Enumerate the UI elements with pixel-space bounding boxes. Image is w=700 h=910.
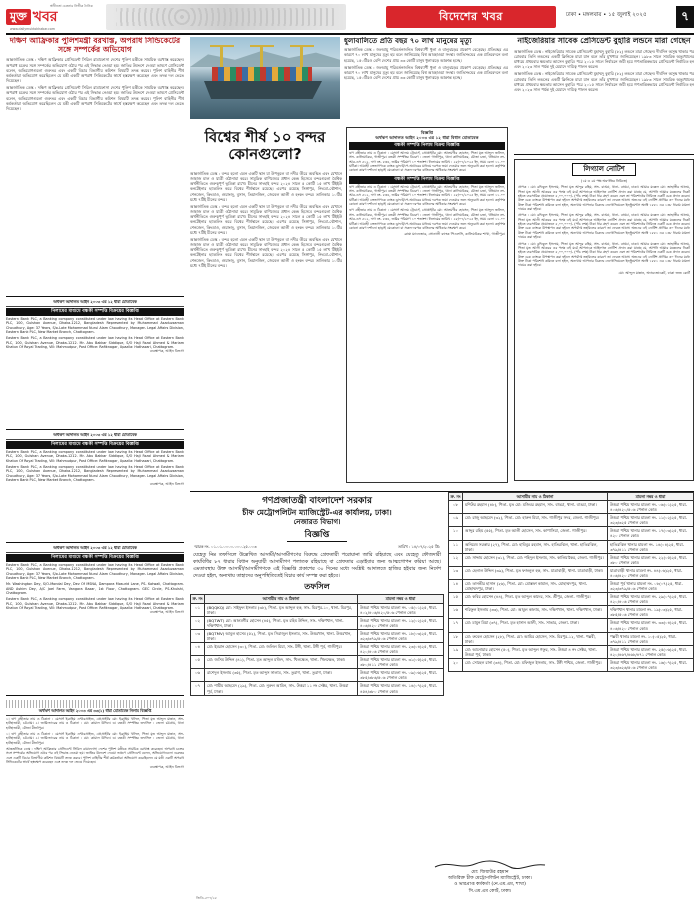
ad-label: অর্থঋণ আদালত আইন ২০০৩ এর ৩৩(১) ধারা মোতাবেক নিলাম বিজ্ঞপ্তি xyxy=(6,709,184,716)
accused-cell: মো: ইমরান হোসেন (৩০), পিতা- মো: জলিল মিয়া, সাং- টঙ্গী, থানা- টঙ্গী পূর্ব, গাজীপুর। xyxy=(205,642,358,655)
table-row xyxy=(449,566,694,579)
case-detail-cell: উত্তরা পশ্চিম থানার মামলা নং- ২২(০৫)২৫, ধারা- ৩৮০ পেনাল কোড xyxy=(608,553,694,566)
notice-body-extra: Eastern Bank PLC, a Banking company constituted under law having its Head Office at Eastern Bank PLC, 100, Gulshan Avenue, Dhaka-1212, Bangladesh Represented by Muhammad Asaduzzaman Choudhury, Age: 37 Years, S/o-Late Mohammad Nurul Alam Choudhury, Manager- Legal Affairs Division, Eastern Bank PLC, New Market Branch, Chattogram. xyxy=(6,464,184,483)
case-number-cell: ০৬ xyxy=(191,669,205,682)
site-url[interactable]: www.dailymuktokhabar.com xyxy=(10,27,55,31)
case-number-cell: ২০ xyxy=(449,658,463,671)
container-stack xyxy=(212,67,312,81)
case-detail-cell: উত্তরা পশ্চিম থানার মামলা নং- ১৮(০৩)২৫, ধারা- ৩২৩/৩৭৯/৫০৬ পেনাল কোড xyxy=(358,629,444,642)
legal-body-3: প্রাপক : মো: রফিকুল ইসলাম, পিতা মৃত আব্দুর রহিম, সাং- বাড্ডা, থানা- বাড্ডা, ঢাকা। আমার মক্কেল মো: জাহাঙ্গীর আলম, পিতা মৃত আলী আকবর এর পক্ষে এই মর্মে আপনাকে আইনগত নোটিশ প্রদান করা যাচ্ছে যে, আপনি আমার মক্কেলের নিকট হইতে ব্যবসায়িক প্রয়োজনে ৫,০০,০০০/- (পাঁচ লক্ষ) টাকা ধার গ্রহণ করেন এবং তা পরিশোধের নিমিত্তে একটি চেক প্রদান করেন। উক্ত চেক ব্যাংকে উপস্থাপন করা হইলে অপর্যাপ্ত তহবিলের কারণে তা ফেরত আসে। অতএব এই নোটিশ প্রাপ্তির ৩০ দিনের মধ্যে উক্ত টাকা পরিশোধ করিতে বলা হইল, অন্যথায় আপনার বিরুদ্ধে নেগোসিয়েবল ইনস্ট্রুমেন্টস অ্যাক্ট ১৮৮১ এর ১৩৮ ধারায় মামলা দায়ের করা হইবে। xyxy=(518,241,690,268)
col-no-header: ক্র. নং xyxy=(450,494,461,499)
accused-cell: মশিউর রহমান (৪৮), পিতা- মৃত মো: মজিবর রহমান, সাং- বাড্ডা, থানা- বাড্ডা, ঢাকা। xyxy=(463,501,608,514)
table-row xyxy=(449,593,694,606)
case-detail-cell: উত্তরা পশ্চিম থানার মামলা নং- ১২(০২)২৫, ধারা- ৪০৬/৪২০ পেনাল কোড xyxy=(358,616,444,629)
notice-body: Eastern Bank PLC, a Banking company constituted under law having its Head Office at Eastern Bank PLC, 100, Gulshan Avenue, Dhaka-1212, Bangladesh Represented by Muhammad Asaduzzaman Choudhury, Age: 37 Years, S/o-Late Mohammad Nurul Alam Choudhury, Manager- Legal Affairs Division, Eastern Bank PLC, New Market Branch, Chattogram. xyxy=(6,562,184,580)
case-detail-cell: উত্তরা পশ্চিম থানার মামলা নং- ২৩(০৪)২৫, ধারা- ৪২০/৪০৬ পেনাল কোড xyxy=(358,642,444,655)
court-reference xyxy=(194,545,440,550)
table-row xyxy=(191,603,444,616)
case-detail-cell: উত্তরা পশ্চিম থানার মামলা নং- ০৫(০১)২৫, ধারা- ৪০২/৪০৬/৪২০/৫০৬ পেনাল কোড xyxy=(358,603,444,616)
notice-body: Eastern Bank PLC, a Banking company constituted under law having its Head Office at Eastern Bank PLC, 100, Gulshan Avenue, Dhaka-1212. Mr. Abu Bakkar Siddique, S/O Haji Fazal Ahmed & Mariam Khatun Of Royal Trading, Vill: Mahmudpur, Post Office: Rafiknagar, Upazila: Hathazari, Chattogram. xyxy=(6,449,184,463)
table-row xyxy=(449,632,694,645)
notice-signature: ব্যবস্থাপক, আইন বিভাগ xyxy=(149,349,184,354)
buhari-body-continued: আন্তর্জাতিক ডেস্ক : নাইজেরিয়ার সাবেক প্রেসিডেন্ট মুহাম্মদু বুহারি (৮২) লন্ডনে মারা গেছেন। দীর্ঘদিন অসুস্থ থাকার পর রোববার তিনি লন্ডনের একটি ক্লিনিকে মারা যান বলে তাঁর মুখপাত্র জানিয়েছেন। ১৯৮৩ সালে সামরিক অভ্যুত্থানের মাধ্যমে প্রথমবার ক্ষমতায় আসেন বুহারি। পরে ২০১৫ সালে নির্বাচনে জয়ী হয়ে গণতান্ত্রিকভাবে প্রেসিডেন্ট নির্বাচিত হন এবং ২০২৩ সাল পর্যন্ত দুই মেয়াদে দায়িত্ব পালন করেন। xyxy=(514,71,694,92)
lead-story xyxy=(6,37,184,297)
logo-mark: মুক্ত xyxy=(6,9,31,25)
table-row xyxy=(449,658,694,671)
accused-cell: মো: তানভীর হাসান (২৬), পিতা- মো: মোস্তফা কামাল, সাং- মোহাম্মদপুর, থানা- মোহাম্মদপুর, ঢাকা। xyxy=(463,580,608,593)
court-notice-continued xyxy=(448,492,694,906)
case-detail-cell: উত্তরা পূর্ব থানার মামলা নং- ০৮(০৭)২৫, ধারা- ৩২৩/৩৭৯/৫০৬ পেনাল কোড xyxy=(608,580,694,593)
memo-number: স্মারক নং- ০১.০১.০০০০.০০০.২৫.০০৩ xyxy=(194,543,257,549)
court-dept-title: নেজারত বিভাগ। xyxy=(293,517,341,526)
left-column xyxy=(6,37,184,905)
col-case-header: মামলা নম্বর ও ধারা xyxy=(608,493,694,501)
accused-cell: (BQQKQ) মো: সাইফুল ইসলাম (৩৮), পিতা- মৃত আব্দুল হক, সাং- মিরপুর-১০, থানা- মিরপুর, ঢাকা। xyxy=(205,603,358,616)
legal-signature: মো: আব্দুল মান্নান, অ্যাডভোকেট, ঢাকা জজ কোর্ট xyxy=(618,270,690,275)
court-notice xyxy=(190,491,694,905)
accused-cell: মো: মামুন মিয়া (৩৭), পিতা- মৃত হাসান আলী, সাং- সাভার, জেলা- ঢাকা। xyxy=(463,619,608,632)
notice-heading: নিলামের মাধ্যমে বন্ধকী সম্পত্তি বিক্রয়ের বিজ্ঞপ্তি xyxy=(6,441,184,449)
case-detail-cell: উত্তরা পশ্চিম থানার মামলা নং- ২৯(০৭)২৫, ধারা- ৪২০/৪০৬ পেনাল কোড xyxy=(608,593,694,606)
auction-notice-3 xyxy=(6,546,184,696)
port-photo xyxy=(190,37,340,119)
header-rule xyxy=(6,33,694,35)
col-no-header: ক্র. নং xyxy=(192,596,203,602)
case-detail-cell: উত্তরা পশ্চিম থানার মামলা নং- ৩৩(০৪)২৫, ধারা- ৪০৬/৪২০ পেনাল কোড xyxy=(608,619,694,632)
col-case-header: মামলা নম্বর ও ধারা xyxy=(358,595,444,603)
ad-label: অর্থঋণ আদালত আইন ২০০৩ এর ১২ ধারা মোতাবেক xyxy=(6,546,184,553)
col-name-header: আসামীর নাম ও ঠিকানা xyxy=(205,595,358,603)
logo-word: খবর xyxy=(32,8,58,25)
accused-cell: মো: রাজু আহমেদ (৩২), পিতা- মো: হারুন মিয়া, সাং- গাজীপুর সদর, জেলা- গাজীপুর। xyxy=(463,514,608,527)
court-office-title: চীফ মেট্রোপলিটন ম্যাজিস্ট্রেট-এর কার্যালয়, ঢাকা। xyxy=(242,507,392,517)
tofsil-heading: তফসিল xyxy=(304,582,330,592)
auction-tender-notice xyxy=(346,127,508,483)
case-number-cell: ০৫ xyxy=(191,656,205,669)
tender-subhead: বন্ধকী সম্পত্তি নিলাম বিক্রয় বিজ্ঞপ্তি xyxy=(349,142,505,150)
accused-cell: আব্দুর রহিম (৫৫), পিতা- মৃত আলী হোসেন, সাং- কাপাসিয়া, জেলা- গাজীপুর। xyxy=(463,527,608,540)
case-detail-cell: দক্ষিণখান থানার মামলা নং- ১৯(০৩)২৫, ধারা- ৩৮৫/৫০৬ পেনাল কোড xyxy=(608,606,694,619)
court-paragraph: যেহেতু নিম্ন তফসিলে উল্লেখিত আসামী/আসামীগণের বিরুদ্ধে গ্রেফতারী পরোয়ানা জারি রহিয়াছে এবং যেহেতু ফৌজদারী কার্যবিধির ৮৭ ধারার বিধান অনুযায়ী আসামীগণ পলাতক রহিয়াছে বা গ্রেফতার এড়াইবার জন্য আত্মগোপন করিয়া আছে। এমতাবস্থায় উক্ত আসামী/আসামীগণকে এই বিজ্ঞপ্তি প্রকাশের ৩০ দিনের মধ্যে সংশ্লিষ্ট আদালতে হাজির হইবার জন্য নির্দেশ দেওয়া হইল, অন্যথায় তাহাদের অনুপস্থিতিতেই বিচার কার্য সম্পন্ন করা হইবে। xyxy=(193,551,441,579)
notice-heading: নিলামের মাধ্যমে বন্ধকী সম্পত্তি বিক্রয়ের বিজ্ঞপ্তি xyxy=(6,308,184,316)
section-title: বিদেশের খবর xyxy=(439,9,503,23)
notice-body-extra-2: আন্তর্জাতিক ডেস্ক : দক্ষিণ আফ্রিকার প্রেসিডেন্ট সিরিল রামাফোসা দেশের পুলিশ মন্ত্রীকে সাময়িক বরখাস্ত করেছেন। অপরাধ চক্রের সঙ্গে সম্পর্কের অভিযোগ ওঠার পর এই সিদ্ধান্ত নেওয়া হয়। জাতির উদ্দেশে দেওয়া ভাষণে প্রেসিডেন্ট বলেন, অভিযোগগুলো গুরুতর এবং একটি বিচার বিভাগীয় কমিশন বিষয়টি তদন্ত করবে। পুলিশ বাহিনীর শীর্ষ কর্মকর্তারা অভিযোগ করেছিলেন যে মন্ত্রী একটি অপরাধ সিন্ডিকেটের স্বার্থে হস্তক্ষেপ করেছেন এবং তদন্ত দল ভেঙে দিয়েছেন। xyxy=(6,747,184,765)
case-detail-cell: উত্তরা পশ্চিম থানার মামলা নং- ২৫(০৬)২৫, ধারা- ৪২০/৪৬৭/৪৬৮/৪৭১ পেনাল কোড xyxy=(608,645,694,658)
signatory-extra: ও ভারপ্রাপ্ত কর্মকর্তা (নে.এম.এম, শাখা) xyxy=(454,882,526,888)
right-column xyxy=(514,37,694,485)
notice-signature: ব্যবস্থাপক, আইন বিভাগ xyxy=(149,764,184,769)
lead-body: আন্তর্জাতিক ডেস্ক : দক্ষিণ আফ্রিকার প্রেসিডেন্ট সিরিল রামাফোসা দেশের পুলিশ মন্ত্রীকে সাময়িক বরখাস্ত করেছেন। অপরাধ চক্রের সঙ্গে সম্পর্কের অভিযোগ ওঠার পর এই সিদ্ধান্ত নেওয়া হয়। জাতির উদ্দেশে দেওয়া ভাষণে প্রেসিডেন্ট বলেন, অভিযোগগুলো গুরুতর এবং একটি বিচার বিভাগীয় কমিশন বিষয়টি তদন্ত করবে। পুলিশ বাহিনীর শীর্ষ কর্মকর্তারা অভিযোগ করেছিলেন যে মন্ত্রী একটি অপরাধ সিন্ডিকেটের স্বার্থে হস্তক্ষেপ করেছেন এবং তদন্ত দল ভেঙে দিয়েছেন। xyxy=(6,57,184,84)
case-detail-cell: উত্তরা পশ্চিম থানার মামলা নং- ১৪(০৭)২৫, ধারা- ৪৫৪/৩৮০ পেনাল কোড xyxy=(358,682,444,695)
table-row xyxy=(449,619,694,632)
ad-label: অর্থঋণ আদালত আইন ২০০৩ এর ১২ ধারা মোতাবেক xyxy=(6,300,184,307)
dateline: ঢাকা • মঙ্গলবার • ১৫ জুলাই ২০২৫ xyxy=(566,12,647,18)
case-detail-cell: উত্তরা পশ্চিম থানার মামলা নং- ১৭(০৩)২৫, ধারা- ৪২০ পেনাল কোড xyxy=(608,527,694,540)
legal-notice xyxy=(514,159,694,481)
table-row xyxy=(449,514,694,527)
middle-column xyxy=(190,37,508,485)
dust-body-continued: আন্তর্জাতিক ডেস্ক : জলবায়ু পরিবর্তনজনিত বিশ্বব্যাপী ধুলা ও বালুঝড়ের প্রকোপ বেড়েছে। প্রতিবছর এর কারণে ৭০ লাখ মানুষের মৃত্যু হয় বলে জানিয়েছে বিশ্ব আবহাওয়া সংস্থা। জাতিসংঘের এক প্রতিবেদনে বলা হয়েছে, ১৫০টিরও বেশি দেশের প্রায় ৩৩ কোটি মানুষ ধুলাঝড়ে আক্রান্ত হচ্ছে। xyxy=(344,64,508,81)
accused-cell: মো: শামীম আহমেদ (২৯), পিতা- মো: নুরুল আমিন, সাং- উত্তরা ১১ নং সেক্টর, থানা- উত্তরা পূর্ব, ঢাকা। xyxy=(205,682,358,695)
case-number-cell: ১৯ xyxy=(449,645,463,658)
case-table-right xyxy=(448,492,694,672)
ports-paragraph: আন্তর্জাতিক ডেস্ক : বন্দর হলো এমন একটি স্থান যা উপকূলে বা নদীর তীরে অবস্থিত এবং যেখানে জাহাজ মাল ও যাত্রী ওঠানামা করে। সামুদ্রিক বাণিজ্যের প্রধান কেন্দ্র হিসেবে বন্দরগুলো বৈশ্বিক অর্থনীতিতে গুরুত্বপূর্ণ ভূমিকা রাখে। চীনের সাংহাই বন্দর ২০২৪ সালে ৫ কোটি ১৫ লাখ টিইইউ কনটেইনার হ্যান্ডলিং করে বিশ্বের শীর্ষস্থানে রয়েছে। এরপর রয়েছে সিঙ্গাপুর, নিংবো-ঝৌশান, শেনজেন, কিংডাও, গুয়াংজু, বুসান, তিয়ানজিন, জেবেল আলী ও হংকং বন্দর। তালিকার ১০টির মধ্যে ৭টিই চীনের বন্দর। xyxy=(190,171,342,202)
case-number-cell: ০৩ xyxy=(191,629,205,642)
left-classifieds xyxy=(6,300,184,849)
notice-body-extra: Eastern Bank PLC, a Banking company constituted under law having its Head Office at Eastern Bank PLC, 100, Gulshan Avenue, Dhaka-1212. Mr. Abu Bakkar Siddique, S/O Haji Fazal Ahmed & Mariam Khatun Of Royal Trading, Vill: Mahmudpur, Post Office: Rafiknagar, Upazila: Hathazari, Chattogram. xyxy=(6,336,184,350)
notice-signature: ব্যবস্থাপক, আইন বিভাগ xyxy=(149,610,184,615)
ports-paragraph-3: আন্তর্জাতিক ডেস্ক : বন্দর হলো এমন একটি স্থান যা উপকূলে বা নদীর তীরে অবস্থিত এবং যেখানে জাহাজ মাল ও যাত্রী ওঠানামা করে। সামুদ্রিক বাণিজ্যের প্রধান কেন্দ্র হিসেবে বন্দরগুলো বৈশ্বিক অর্থনীতিতে গুরুত্বপূর্ণ ভূমিকা রাখে। চীনের সাংহাই বন্দর ২০২৪ সালে ৫ কোটি ১৫ লাখ টিইইউ কনটেইনার হ্যান্ডলিং করে বিশ্বের শীর্ষস্থানে রয়েছে। এরপর রয়েছে সিঙ্গাপুর, নিংবো-ঝৌশান, শেনজেন, কিংডাও, গুয়াংজু, বুসান, তিয়ানজিন, জেবেল আলী ও হংকং বন্দর। তালিকার ১০টির মধ্যে ৭টিই চীনের বন্দর। xyxy=(190,236,342,268)
legal-body-2: প্রাপক : মো: রফিকুল ইসলাম, পিতা মৃত আব্দুর রহিম, সাং- বাড্ডা, থানা- বাড্ডা, ঢাকা। আমার মক্কেল মো: জাহাঙ্গীর আলম, পিতা মৃত আলী আকবর এর পক্ষে এই মর্মে আপনাকে আইনগত নোটিশ প্রদান করা যাচ্ছে যে, আপনি আমার মক্কেলের নিকট হইতে ব্যবসায়িক প্রয়োজনে ৫,০০,০০০/- (পাঁচ লক্ষ) টাকা ধার গ্রহণ করেন এবং তা পরিশোধের নিমিত্তে একটি চেক প্রদান করেন। উক্ত চেক ব্যাংকে উপস্থাপন করা হইলে অপর্যাপ্ত তহবিলের কারণে তা ফেরত আসে। অতএব এই নোটিশ প্রাপ্তির ৩০ দিনের মধ্যে উক্ত টাকা পরিশোধ করিতে বলা হইল, অন্যথায় আপনার বিরুদ্ধে নেগোসিয়েবল ইনস্ট্রুমেন্টস অ্যাক্ট ১৮৮১ এর ১৩৮ ধারায় মামলা দায়ের করা হইবে। xyxy=(518,213,690,240)
tender-signature: ব্রাঞ্চ ম্যানেজার, সোনালী ব্যাংক পিএলসি, কালিয়াকৈর শাখা, গাজীপুর। xyxy=(404,232,505,237)
legal-title: লিগ্যাল নোটিশ xyxy=(572,163,635,176)
notice-body-extra: Mr. Washington Dey, S/O-Mondal Dey, Dev Of MSNA, Dampara Mosurid Lane, PS- Kotwali, Chattogram. AND Ashim Dey, A/C Joel Farm, Vangara Bazar, 1st Floor, Chattogram. GEC Circle, PS-Khulshi, Chattogram. xyxy=(6,582,184,596)
buhari-story xyxy=(514,37,694,155)
table-row xyxy=(449,501,694,514)
table-row xyxy=(191,629,444,642)
ports-headline[interactable]: বিশ্বের শীর্ষ ১০ বন্দর কোনগুলো? xyxy=(204,127,326,163)
accused-cell: মো: হেলাল উদ্দিন (৩৯), পিতা- মৃত ফজলুল হক, সাং- যাত্রাবাড়ী, থানা- যাত্রাবাড়ী, ঢাকা। xyxy=(463,566,608,579)
case-number-cell: ০২ xyxy=(191,616,205,629)
case-number-cell: ১৬ xyxy=(449,606,463,619)
cargo-ship xyxy=(204,81,322,99)
buhari-headline[interactable]: নাইজেরিয়ার সাবেক প্রেসিডেন্ট বুহারি লন্ডনে মারা গেছেন xyxy=(517,37,691,45)
tender-body: ঋণ গ্রহীতার নাম ও ঠিকানা : মেসার্স আলম ট্রেডার্স, প্রোপ্রাইটর মো: আলমগীর হোসেন, পিতা মৃত আব্দুল জলিল, সাং- কালিয়াকৈর, গাজীপুর। বন্ধকী সম্পত্তির বিবরণ : জেলা গাজীপুর, থানা কালিয়াকৈর, মৌজা চন্দ্রা, খতিয়ান নং- আর.এস ৫১২, দাগ নং- ৮৩৪, জমির পরিমাণ ১০ শতাংশ। নিলামের তারিখ : ২৮/০৭/২০২৫ ইং, সময় বেলা ১১.০০ ঘটিকা। আগ্রহী ক্রেতাগণকে ব্যাংক ড্রাফট/পে-অর্ডারের মাধ্যমে দরপত্র জমা দেওয়ার জন্য অনুরোধ করা হলো। কর্তৃপক্ষ কোনো কারণ দর্শানো ছাড়াই যেকোনো বা সকল দরপত্র বাতিলের অধিকার সংরক্ষণ করে। xyxy=(349,150,505,173)
gd-code: জিডি-৫০৭/২৫ xyxy=(196,896,217,900)
ports-headline-box xyxy=(190,125,340,167)
case-number-cell: ০৯ xyxy=(449,514,463,527)
page-number: ৭ xyxy=(676,6,694,28)
accused-cell: মো: সাদ্দাম হোসেন (৩১), পিতা- মো: শহিদুল ইসলাম, সাং- কালিয়াকৈর, জেলা- গাজীপুর। xyxy=(463,553,608,566)
ports-body xyxy=(190,171,342,483)
table-row xyxy=(449,645,694,658)
notice-body: ১। ঋণ গ্রহীতার নাম ও ঠিকানা : মেসার্স ইব্রাহিম এন্টারপ্রাইজ, প্রোপ্রাইটর মো: ইব্রাহিম খলিল, পিতা মৃত আব্দুল মান্নান, সাং- হাটহাজারী, চট্টগ্রাম। ২। জামিনদারের নাম ও ঠিকানা : মো: কামাল উদ্দিন। ৩। বন্ধকী সম্পত্তির তফসিল : জেলা চট্টগ্রাম, থানা হাটহাজারী, মৌজা মীর্জাপুর। xyxy=(6,716,184,730)
case-number-cell: ১৩ xyxy=(449,566,463,579)
col-name-header: আসামীর নাম ও ঠিকানা xyxy=(463,493,608,501)
newspaper-logo[interactable] xyxy=(6,6,98,28)
case-number-cell: ১৮ xyxy=(449,632,463,645)
notice-body: Eastern Bank PLC, a Banking company constituted under law having its Head Office at Eastern Bank PLC, 100, Gulshan Avenue, Dhaka-1212, Bangladesh Represented by Muhammad Asaduzzaman Choudhury, Age: 37 Years, S/o-Late Mohammad Nurul Alam Choudhury, Manager- Legal Affairs Division, Eastern Bank PLC, New Market Branch, Chattogram. xyxy=(6,316,184,334)
notice-heading: নিলামের মাধ্যমে বন্ধকী সম্পত্তি বিক্রয়ের বিজ্ঞপ্তি xyxy=(6,554,184,562)
case-detail-cell: উত্তরা পশ্চিম থানার মামলা নং- ০৯(০৬)২৫, ধারা- ৩৮৫/৩৮৬/৫০৬ পেনাল কোড xyxy=(358,669,444,682)
notice-signature: ব্যবস্থাপক, আইন বিভাগ xyxy=(149,482,184,487)
case-number-cell: ১০ xyxy=(449,527,463,540)
table-row xyxy=(191,616,444,629)
case-detail-cell: হাতিরঝিল থানার মামলা নং- ১৪(০৪)২৫, ধারা- ৩৭৯/৪১১ পেনাল কোড xyxy=(608,540,694,553)
case-number-cell: ১৪ xyxy=(449,580,463,593)
dust-headline[interactable]: ধুলাবালিতে প্রতি বছর ৭০ লাখ মানুষের মৃত্যু xyxy=(344,37,472,45)
table-row xyxy=(449,527,694,540)
notice-body-extra-2: Eastern Bank PLC, a Banking company constituted under law having its Head Office at Eastern Bank PLC, 100, Gulshan Avenue, Dhaka-1212. Mr. Abu Bakkar Siddique, S/O Haji Fazal Ahmed & Mariam Khatun Of Royal Trading, Vill: Mahmudpur, Post Office: Rafiknagar, Upazila: Hathazari, Chattogram. xyxy=(6,597,184,611)
decorative-banner xyxy=(106,4,346,30)
ad-label: অর্থঋণ আদালত আইন ২০০৩ এর ১২ ধারা মোতাবেক xyxy=(6,433,184,440)
tender-body-3: ঋণ গ্রহীতার নাম ও ঠিকানা : মেসার্স আলম ট্রেডার্স, প্রোপ্রাইটর মো: আলমগীর হোসেন, পিতা মৃত আব্দুল জলিল, সাং- কালিয়াকৈর, গাজীপুর। বন্ধকী সম্পত্তির বিবরণ : জেলা গাজীপুর, থানা কালিয়াকৈর, মৌজা চন্দ্রা, খতিয়ান নং- আর.এস ৫১২, দাগ নং- ৮৩৪, জমির পরিমাণ ১০ শতাংশ। নিলামের তারিখ : ২৮/০৭/২০২৫ ইং, সময় বেলা ১১.০০ ঘটিকা। আগ্রহী ক্রেতাগণকে ব্যাংক ড্রাফট/পে-অর্ডারের মাধ্যমে দরপত্র জমা দেওয়ার জন্য অনুরোধ করা হলো। কর্তৃপক্ষ কোনো কারণ দর্শানো ছাড়াই যেকোনো বা সকল দরপত্র বাতিলের অধিকার সংরক্ষণ করে। xyxy=(349,208,505,230)
masthead xyxy=(6,4,694,32)
table-row xyxy=(449,580,694,593)
bank-logo-strip xyxy=(6,700,184,708)
accused-cell: মো: আনোয়ার হোসেন (৫০), পিতা- মৃত আব্দুল গফুর, সাং- উত্তরা ৪ নং সেক্টর, থানা- উত্তরা পূর্ব, ঢাকা। xyxy=(463,645,608,658)
accused-cell: (BQTWT) মো: আলমগীর হোসেন (৪৫), পিতা- মৃত রহিম উদ্দিন, সাং- দক্ষিণখান, থানা- দক্ষিণখান, ঢাকা। xyxy=(205,616,358,629)
tender-subhead-2: বন্ধকী সম্পত্তি নিলাম বিক্রয় বিজ্ঞপ্তি xyxy=(349,176,505,184)
case-detail-cell: উত্তরা পশ্চিম থানার মামলা নং- ০৬(০১)২৫, ধারা- ৪০৬/৪২০/৫০৬ পেনাল কোড xyxy=(608,501,694,514)
case-number-cell: ১১ xyxy=(449,540,463,553)
case-number-cell: ০৮ xyxy=(449,501,463,514)
accused-cell: (BQTMV) আবুল হাসেম (৫২), পিতা- মৃত সিরাজুল ইসলাম, সাং- উত্তরখান, থানা- উত্তরখান, ঢাকা। xyxy=(205,629,358,642)
signature-scribble xyxy=(430,860,550,870)
accused-cell: মো: সোহেল রানা (৩৪), পিতা- মো: মফিজুল ইসলাম, সাং- টঙ্গী পশ্চিম, জেলা- গাজীপুর। xyxy=(463,658,608,671)
signatory-title: অতিরিক্ত চীফ মেট্রোপলিটন ম্যাজিস্ট্রেট, ঢাকা। xyxy=(447,876,533,882)
tagline: স্বাধীনতা চেতনার নির্ভীক দৈনিক xyxy=(50,4,93,8)
tender-body-2: ঋণ গ্রহীতার নাম ও ঠিকানা : মেসার্স আলম ট্রেডার্স, প্রোপ্রাইটর মো: আলমগীর হোসেন, পিতা মৃত আব্দুল জলিল, সাং- কালিয়াকৈর, গাজীপুর। বন্ধকী সম্পত্তির বিবরণ : জেলা গাজীপুর, থানা কালিয়াকৈর, মৌজা চন্দ্রা, খতিয়ান নং- আর.এস ৫১২, দাগ নং- ৮৩৪, জমির পরিমাণ ১০ শতাংশ। নিলামের তারিখ : ২৮/০৭/২০২৫ ইং, সময় বেলা ১১.০০ ঘটিকা। আগ্রহী ক্রেতাগণকে ব্যাংক ড্রাফট/পে-অর্ডারের মাধ্যমে দরপত্র জমা দেওয়ার জন্য অনুরোধ করা হলো। কর্তৃপক্ষ কোনো কারণ দর্শানো ছাড়াই যেকোনো বা সকল দরপত্র বাতিলের অধিকার সংরক্ষণ করে। xyxy=(349,184,505,207)
memo-date: তারিখ : ১৪/০৭/২০২৫ খ্রি: xyxy=(397,543,440,549)
case-number-cell: ০৭ xyxy=(191,682,205,695)
buhari-body: আন্তর্জাতিক ডেস্ক : নাইজেরিয়ার সাবেক প্রেসিডেন্ট মুহাম্মদু বুহারি (৮২) লন্ডনে মারা গেছেন। দীর্ঘদিন অসুস্থ থাকার পর রোববার তিনি লন্ডনের একটি ক্লিনিকে মারা যান বলে তাঁর মুখপাত্র জানিয়েছেন। ১৯৮৩ সালে সামরিক অভ্যুত্থানের মাধ্যমে প্রথমবার ক্ষমতায় আসেন বুহারি। পরে ২০১৫ সালে নির্বাচনে জয়ী হয়ে গণতান্ত্রিকভাবে প্রেসিডেন্ট নির্বাচিত হন এবং ২০২৩ সাল পর্যন্ত দুই মেয়াদে দায়িত্ব পালন করেন। xyxy=(514,48,694,70)
tender-law: অর্থঋণ আদালত আইন ২০০৩ এর ১২ ধারা বিধান মোতাবেক xyxy=(375,135,479,141)
section-label xyxy=(386,6,556,28)
table-row xyxy=(191,642,444,655)
case-number-cell: ০১ xyxy=(191,603,205,616)
accused-cell: রাশেদুল ইসলাম (৩৫), পিতা- মৃত আব্দুস সালাম, সাং- তুরাগ, থানা- তুরাগ, ঢাকা। xyxy=(205,669,358,682)
case-detail-cell: উত্তরা পশ্চিম থানার মামলা নং- ৩১(০৫)২৫, ধারা- ৩৮০/৪১১ পেনাল কোড xyxy=(358,656,444,669)
court-notice-main xyxy=(190,492,444,906)
auction-notice-2 xyxy=(6,433,184,543)
case-detail-cell: যাত্রাবাড়ী থানার মামলা নং- ৪৪(০৬)২৫, ধারা- ৪০৬/৪২০ পেনাল কোড xyxy=(608,566,694,579)
accused-cell: মো: কবির হোসেন (৪৪), পিতা- মৃত আব্দুল কাদের, সাং- শ্রীপুর, জেলা- গাজীপুর। xyxy=(463,593,608,606)
court-signature-block xyxy=(400,870,580,895)
auction-notice-4 xyxy=(6,699,184,849)
court-govt-title: গণপ্রজাতন্ত্রী বাংলাদেশ সরকার xyxy=(262,496,372,506)
case-number-cell: ১৭ xyxy=(449,619,463,632)
signatory-name: মো: জিয়াউর রহমান xyxy=(471,870,509,875)
signatory-office: সি.এম.এম কোর্ট, ঢাকা। xyxy=(468,888,512,894)
lead-body-continued: আন্তর্জাতিক ডেস্ক : দক্ষিণ আফ্রিকার প্রেসিডেন্ট সিরিল রামাফোসা দেশের পুলিশ মন্ত্রীকে সাময়িক বরখাস্ত করেছেন। অপরাধ চক্রের সঙ্গে সম্পর্কের অভিযোগ ওঠার পর এই সিদ্ধান্ত নেওয়া হয়। জাতির উদ্দেশে দেওয়া ভাষণে প্রেসিডেন্ট বলেন, অভিযোগগুলো গুরুতর এবং একটি বিচার বিভাগীয় কমিশন বিষয়টি তদন্ত করবে। পুলিশ বাহিনীর শীর্ষ কর্মকর্তারা অভিযোগ করেছিলেন যে মন্ত্রী একটি অপরাধ সিন্ডিকেটের স্বার্থে হস্তক্ষেপ করেছেন এবং তদন্ত দল ভেঙে দিয়েছেন। xyxy=(6,85,184,111)
tender-label: বিজ্ঞপ্তি xyxy=(420,130,434,135)
table-row xyxy=(191,669,444,682)
case-table-left xyxy=(190,594,444,695)
table-row xyxy=(191,656,444,669)
accused-cell: অনিমেষ সরকার (২৭), পিতা- মো: হাবিবুর রহমান, সাং- হাতিরঝিল, থানা- হাতিরঝিল, ঢাকা। xyxy=(463,540,608,553)
case-detail-cell: উত্তরা পশ্চিম থানার মামলা নং- ১৬(০৭)২৫, ধারা- ৩২৩/৩২৬/৫০৬ পেনাল কোড xyxy=(608,658,694,671)
table-row xyxy=(191,682,444,695)
case-number-cell: ১২ xyxy=(449,553,463,566)
case-detail-cell: পল্লবী থানার মামলা নং- ১০(০৫)২৫, ধারা- ৩৭৯/৪১১ পেনাল কোড xyxy=(608,632,694,645)
court-notice-subtitle: বিজ্ঞপ্তি xyxy=(287,530,347,542)
auction-notice-1 xyxy=(6,300,184,430)
table-row xyxy=(449,553,694,566)
legal-subtitle: (১ম ও ২য় পক্ষ অবগতির নিমিত্তে) xyxy=(581,178,627,183)
photo-hills xyxy=(190,49,340,67)
lead-headline[interactable]: দক্ষিণ আফ্রিকার পুলিশমন্ত্রী বরখাস্ত, অপরাধ সিন্ডিকেটের সঙ্গে সম্পর্কের অভিযোগ xyxy=(9,37,181,54)
case-detail-cell: উত্তরা পশ্চিম থানার মামলা নং- ১১(০২)২৫, ধারা- ৩২৩/৩২৫ পেনাল কোড xyxy=(608,514,694,527)
notice-body-extra: ১। ঋণ গ্রহীতার নাম ও ঠিকানা : মেসার্স ইব্রাহিম এন্টারপ্রাইজ, প্রোপ্রাইটর মো: ইব্রাহিম খলিল, পিতা মৃত আব্দুল মান্নান, সাং- হাটহাজারী, চট্টগ্রাম। ২। জামিনদারের নাম ও ঠিকানা : মো: কামাল উদ্দিন। ৩। বন্ধকী সম্পত্তির তফসিল : জেলা চট্টগ্রাম, থানা হাটহাজারী, মৌজা মীর্জাপুর। xyxy=(6,732,184,745)
dust-body: আন্তর্জাতিক ডেস্ক : জলবায়ু পরিবর্তনজনিত বিশ্বব্যাপী ধুলা ও বালুঝড়ের প্রকোপ বেড়েছে। প্রতিবছর এর কারণে ৭০ লাখ মানুষের মৃত্যু হয় বলে জানিয়েছে বিশ্ব আবহাওয়া সংস্থা। জাতিসংঘের এক প্রতিবেদনে বলা হয়েছে, ১৫০টিরও বেশি দেশের প্রায় ৩৩ কোটি মানুষ ধুলাঝড়ে আক্রান্ত হচ্ছে। xyxy=(344,47,508,63)
accused-cell: মো: জসিম উদ্দিন (৪১), পিতা- মৃত আব্দুল মজিদ, সাং- খিলক্ষেত, থানা- খিলক্ষেত, ঢাকা। xyxy=(205,656,358,669)
case-number-cell: ১৫ xyxy=(449,593,463,606)
table-row xyxy=(449,606,694,619)
dust-story xyxy=(344,37,508,119)
case-number-cell: ০৪ xyxy=(191,642,205,655)
accused-cell: মো: রুবেল হোসেন (২৮), পিতা- মো: আমির হোসেন, সাং- মিরপুর-১২, থানা- পল্লবী, ঢাকা। xyxy=(463,632,608,645)
legal-title-wrap xyxy=(518,162,690,179)
accused-cell: শরিফুল ইসলাম (৩৩), পিতা- মো: আবুল কালাম, সাং- দক্ষিণখান, থানা- দক্ষিণখান, ঢাকা। xyxy=(463,606,608,619)
table-row xyxy=(449,540,694,553)
ports-paragraph-2: আন্তর্জাতিক ডেস্ক : বন্দর হলো এমন একটি স্থান যা উপকূলে বা নদীর তীরে অবস্থিত এবং যেখানে জাহাজ মাল ও যাত্রী ওঠানামা করে। সামুদ্রিক বাণিজ্যের প্রধান কেন্দ্র হিসেবে বন্দরগুলো বৈশ্বিক অর্থনীতিতে গুরুত্বপূর্ণ ভূমিকা রাখে। চীনের সাংহাই বন্দর ২০২৪ সালে ৫ কোটি ১৫ লাখ টিইইউ কনটেইনার হ্যান্ডলিং করে বিশ্বের শীর্ষস্থানে রয়েছে। এরপর রয়েছে সিঙ্গাপুর, নিংবো-ঝৌশান, শেনজেন, কিংডাও, গুয়াংজু, বুসান, তিয়ানজিন, জেবেল আলী ও হংকং বন্দর। তালিকার ১০টির মধ্যে ৭টিই চীনের বন্দর। xyxy=(190,203,342,235)
legal-body: প্রাপক : মো: রফিকুল ইসলাম, পিতা মৃত আব্দুর রহিম, সাং- বাড্ডা, থানা- বাড্ডা, ঢাকা। আমার মক্কেল মো: জাহাঙ্গীর আলম, পিতা মৃত আলী আকবর এর পক্ষে এই মর্মে আপনাকে আইনগত নোটিশ প্রদান করা যাচ্ছে যে, আপনি আমার মক্কেলের নিকট হইতে ব্যবসায়িক প্রয়োজনে ৫,০০,০০০/- (পাঁচ লক্ষ) টাকা ধার গ্রহণ করেন এবং তা পরিশোধের নিমিত্তে একটি চেক প্রদান করেন। উক্ত চেক ব্যাংকে উপস্থাপন করা হইলে অপর্যাপ্ত তহবিলের কারণে তা ফেরত আসে। অতএব এই নোটিশ প্রাপ্তির ৩০ দিনের মধ্যে উক্ত টাকা পরিশোধ করিতে বলা হইল, অন্যথায় আপনার বিরুদ্ধে নেগোসিয়েবল ইনস্ট্রুমেন্টস অ্যাক্ট ১৮৮১ এর ১৩৮ ধারায় মামলা দায়ের করা হইবে। xyxy=(518,185,690,211)
